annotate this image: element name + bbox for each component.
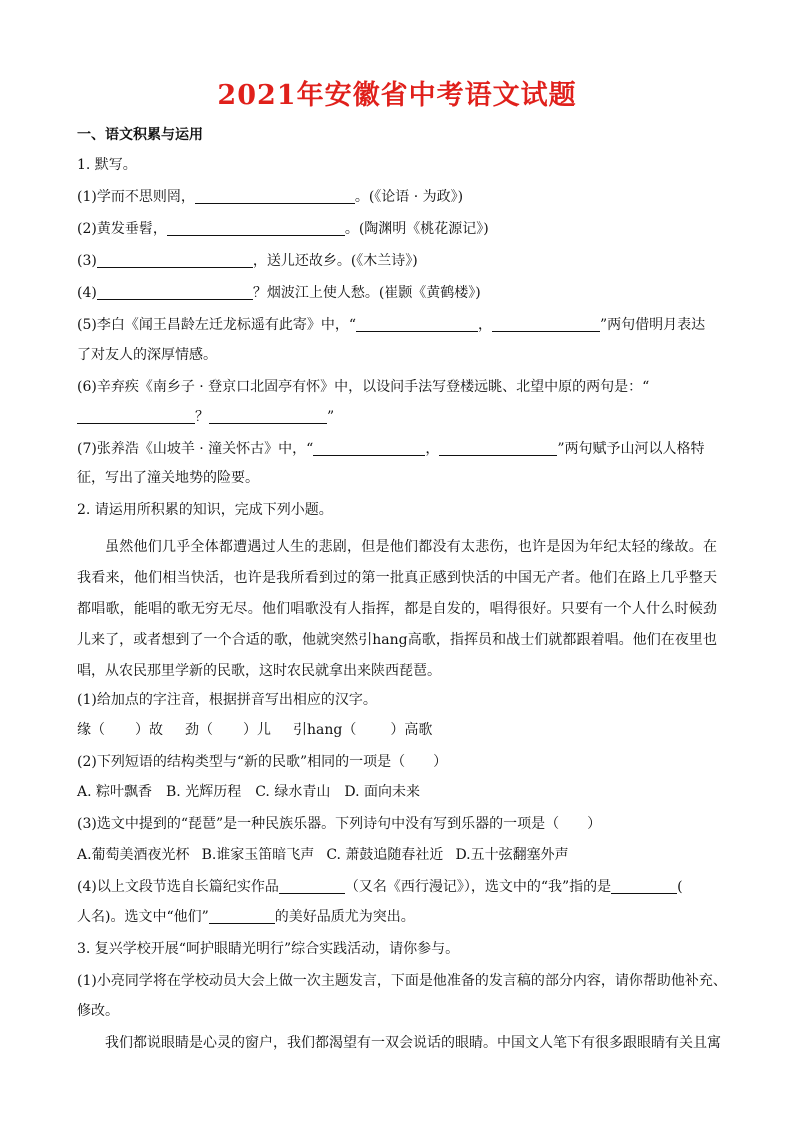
pinyin-item-b: ）故 [135, 722, 163, 738]
page-title: 2021年安徽省中考语文试题 [217, 80, 577, 111]
q1-item-2-text-a: (2)黄发垂髫， [77, 221, 167, 237]
q2-sub-4-text-d: 人名)。选文中“他们” [77, 909, 209, 925]
answer-blank[interactable] [279, 878, 345, 894]
q1-item-5-text-c: ”两句借明月表达 [600, 317, 706, 333]
q1-item-7-text-c: ”两句赋予山河以人格特 [557, 441, 705, 457]
q1-item-1-text-b: 。(《论语 · 为政》) [354, 189, 464, 205]
q2-sub-1-items [77, 720, 717, 740]
q2-sub-2-options [77, 782, 717, 802]
q1-item-7-text-a: (7)张养浩《山坡羊 · 潼关怀古》中，“ [77, 441, 314, 457]
answer-blank[interactable] [313, 440, 425, 456]
q1-item-7-cont: 征，写出了潼关地势的险要。 [77, 470, 259, 486]
q1-item-1-text-a: (1)学而不思则罔， [77, 189, 195, 205]
pinyin-item-d: ）儿 [243, 722, 271, 738]
q2-sub-4-text-b: （又名《西行漫记》），选文中的“我”指的是 [344, 879, 612, 895]
answer-blank[interactable] [209, 908, 275, 924]
answer-blank[interactable] [77, 408, 195, 424]
q2-sub-3-options [77, 845, 717, 865]
option-d: D.五十弦翻塞外声 [455, 847, 569, 863]
answer-blank[interactable] [195, 188, 355, 204]
option-a: A. 粽叶飘香 [77, 784, 153, 800]
option-b: B. 光辉历程 [166, 784, 242, 800]
q1-item-4 [77, 283, 717, 303]
q1-item-7-text-b: ， [425, 441, 440, 457]
option-b: B.谁家玉笛暗飞声 [201, 847, 315, 863]
q2-sub-3: (3)选文中提到的“琵琶”是一种民族乐器。下列诗句中没有写到乐器的一项是（ ） [77, 816, 602, 832]
q1-item-3-text-b: ，送儿还故乡。(《木兰诗》) [252, 253, 418, 269]
question-2-heading: 2. 请运用所积累的知识，完成下列小题。 [77, 502, 333, 518]
q3-sub-1: (1)小亮同学将在学校动员大会上做一次主题发言，下面是他准备的发言稿的部分内容，请你帮助他补充、 [77, 973, 727, 989]
answer-blank[interactable] [167, 220, 345, 236]
q1-item-6-text-b: ？ [195, 409, 209, 425]
answer-blank[interactable] [209, 408, 327, 424]
q2-sub-4-text-c: ( [677, 879, 683, 895]
q1-item-1 [77, 187, 717, 207]
option-a: A.葡萄美酒夜光杯 [77, 847, 190, 863]
pinyin-item-f: ）高歌 [390, 722, 433, 738]
q2-sub-4-text-e: 的美好品质尤为突出。 [274, 909, 415, 925]
q1-item-4-text-b: ？烟波江上使人愁。(崔颢《黄鹤楼》) [252, 285, 481, 301]
option-c: C. 绿水青山 [255, 784, 331, 800]
q1-item-6-text-c: ” [327, 409, 335, 425]
q1-item-5-text-a: (5)李白《闻王昌龄左迁龙标遥有此寄》中，“ [77, 317, 356, 333]
q1-item-4-text-a: (4) [77, 285, 97, 301]
answer-blank[interactable] [611, 878, 677, 894]
answer-blank[interactable] [439, 440, 557, 456]
q1-item-7 [77, 439, 717, 459]
q1-item-5 [77, 315, 717, 335]
q2-sub-2: (2)下列短语的结构类型与“新的民歌”相同的一项是（ ） [77, 754, 448, 770]
q1-item-6: (6)辛弃疾《南乡子 · 登京口北固亭有怀》中，以设问手法写登楼远眺、北望中原的两句是：“ [77, 379, 650, 395]
q1-item-5-cont: 了对友人的深厚情感。 [77, 347, 217, 363]
answer-blank[interactable] [97, 252, 253, 268]
question-3-heading: 3. 复兴学校开展“呵护眼睛光明行”综合实践活动，请你参与。 [77, 941, 460, 957]
question-1-heading: 1. 默写。 [77, 157, 137, 173]
q1-item-2-text-b: 。(陶渊明《桃花源记》) [344, 221, 489, 237]
speech-passage: 我们都说眼睛是心灵的窗户，我们都渴望有一双会说话的眼睛。中国文人笔下有很多跟眼睛有关且寓 [105, 1035, 721, 1051]
q1-item-3 [77, 251, 717, 271]
q2-sub-1: (1)给加点的字注音，根据拼音写出相应的汉字。 [77, 692, 377, 708]
q2-sub-4-cont [77, 907, 717, 927]
pinyin-item-e: 引hang（ [293, 722, 357, 738]
q1-item-6-cont [77, 407, 717, 427]
q2-sub-4-text-a: (4)以上文段节选自长篇纪实作品 [77, 879, 279, 895]
answer-blank[interactable] [492, 316, 600, 332]
option-c: C. 萧鼓追随春社近 [326, 847, 444, 863]
pinyin-item-c: 劲（ [185, 722, 213, 738]
q1-item-2 [77, 219, 717, 239]
section-heading: 一、语文积累与运用 [77, 127, 203, 143]
answer-blank[interactable] [97, 284, 253, 300]
answer-blank[interactable] [356, 316, 478, 332]
q1-item-5-text-b: ， [478, 317, 492, 333]
pinyin-item-a: 缘（ [77, 722, 105, 738]
option-d: D. 面向未来 [344, 784, 420, 800]
reading-passage: 虽然他们几乎全体都遭遇过人生的悲剧，但是他们都没有太悲伤，也许是因为年纪太轻的缘故。在我看来，他们相当快活，也许是我所看到过的第一批真正感到快活的中国无产者。他们在路上几乎整天都唱歌，能唱的歌无穷无尽。他们唱歌没有人指挥，都是自发的，唱得很好。只要有一个人什么时候劲儿来了，或者想到了一个合适的歌，他就突然引hang高歌，指挥员和战士们就都跟着唱。他们在夜里也唱，从农民那里学新的民歌，这时农民就拿出来陕西琵琶。 [77, 539, 717, 679]
q2-sub-4 [77, 877, 717, 897]
q3-sub-1-cont: 修改。 [77, 1003, 119, 1019]
q1-item-3-text-a: (3) [77, 253, 97, 269]
